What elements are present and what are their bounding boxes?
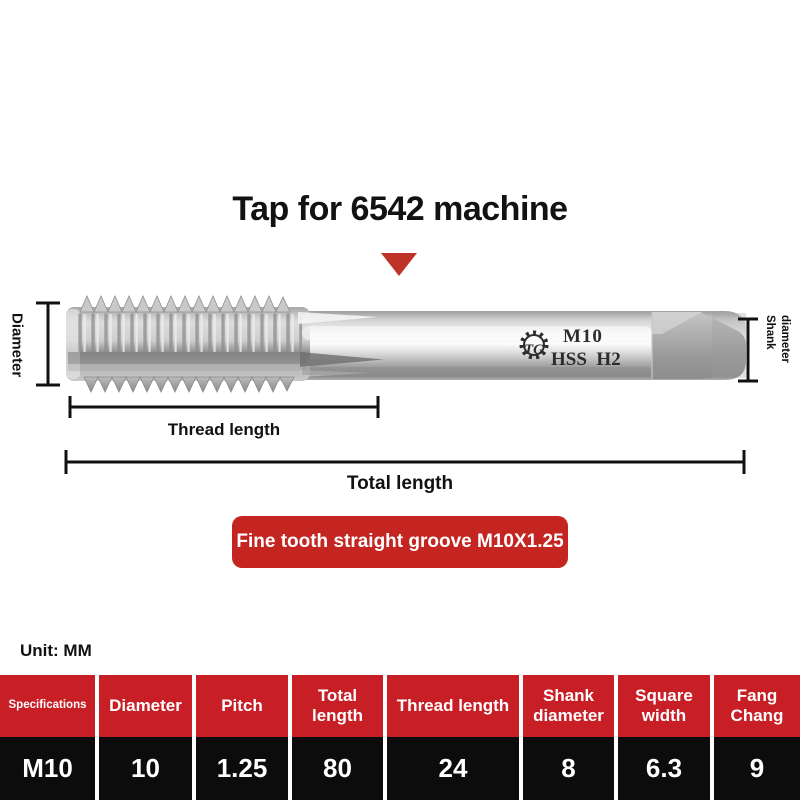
header-cell-total-length: Total length — [292, 675, 383, 737]
value-cell-square-width: 6.3 — [618, 737, 710, 800]
header-cell-pitch: Pitch — [196, 675, 288, 737]
tap-material-marking: HSS H2 — [551, 349, 621, 370]
header-cell-thread-length: Thread length — [387, 675, 519, 737]
value-cell-thread-length: 24 — [387, 737, 519, 800]
header-cell-shank-diameter: Shank diameter — [523, 675, 614, 737]
tap-size-marking: M10 — [563, 326, 603, 347]
thread-length-label: Thread length — [167, 420, 281, 439]
value-cell-shank-diameter: 8 — [523, 737, 614, 800]
header-cell-fang-chang: Fang Chang — [714, 675, 800, 737]
page-title: Tap for 6542 machine — [232, 190, 568, 228]
shank-diameter-label: Shank diameter — [764, 315, 791, 363]
value-cell-fang-chang: 9 — [714, 737, 800, 800]
gear-logo-icon — [516, 330, 552, 366]
value-cell-diameter: 10 — [99, 737, 192, 800]
value-cell-pitch: 1.25 — [196, 737, 288, 800]
header-cell-square-width: Square width — [618, 675, 710, 737]
value-cell-total-length: 80 — [292, 737, 383, 800]
value-cell-specifications: M10 — [0, 737, 95, 800]
diameter-label: Diameter — [8, 312, 26, 378]
unit-label: Unit: MM — [20, 641, 92, 660]
product-spec-badge: Fine tooth straight groove M10X1.25 — [232, 516, 568, 568]
header-cell-diameter: Diameter — [99, 675, 192, 737]
header-cell-specifications: Specifications — [0, 675, 95, 737]
spec-table — [0, 675, 800, 800]
gear-logo-text: TG — [524, 342, 544, 358]
total-length-label: Total length — [346, 473, 454, 494]
